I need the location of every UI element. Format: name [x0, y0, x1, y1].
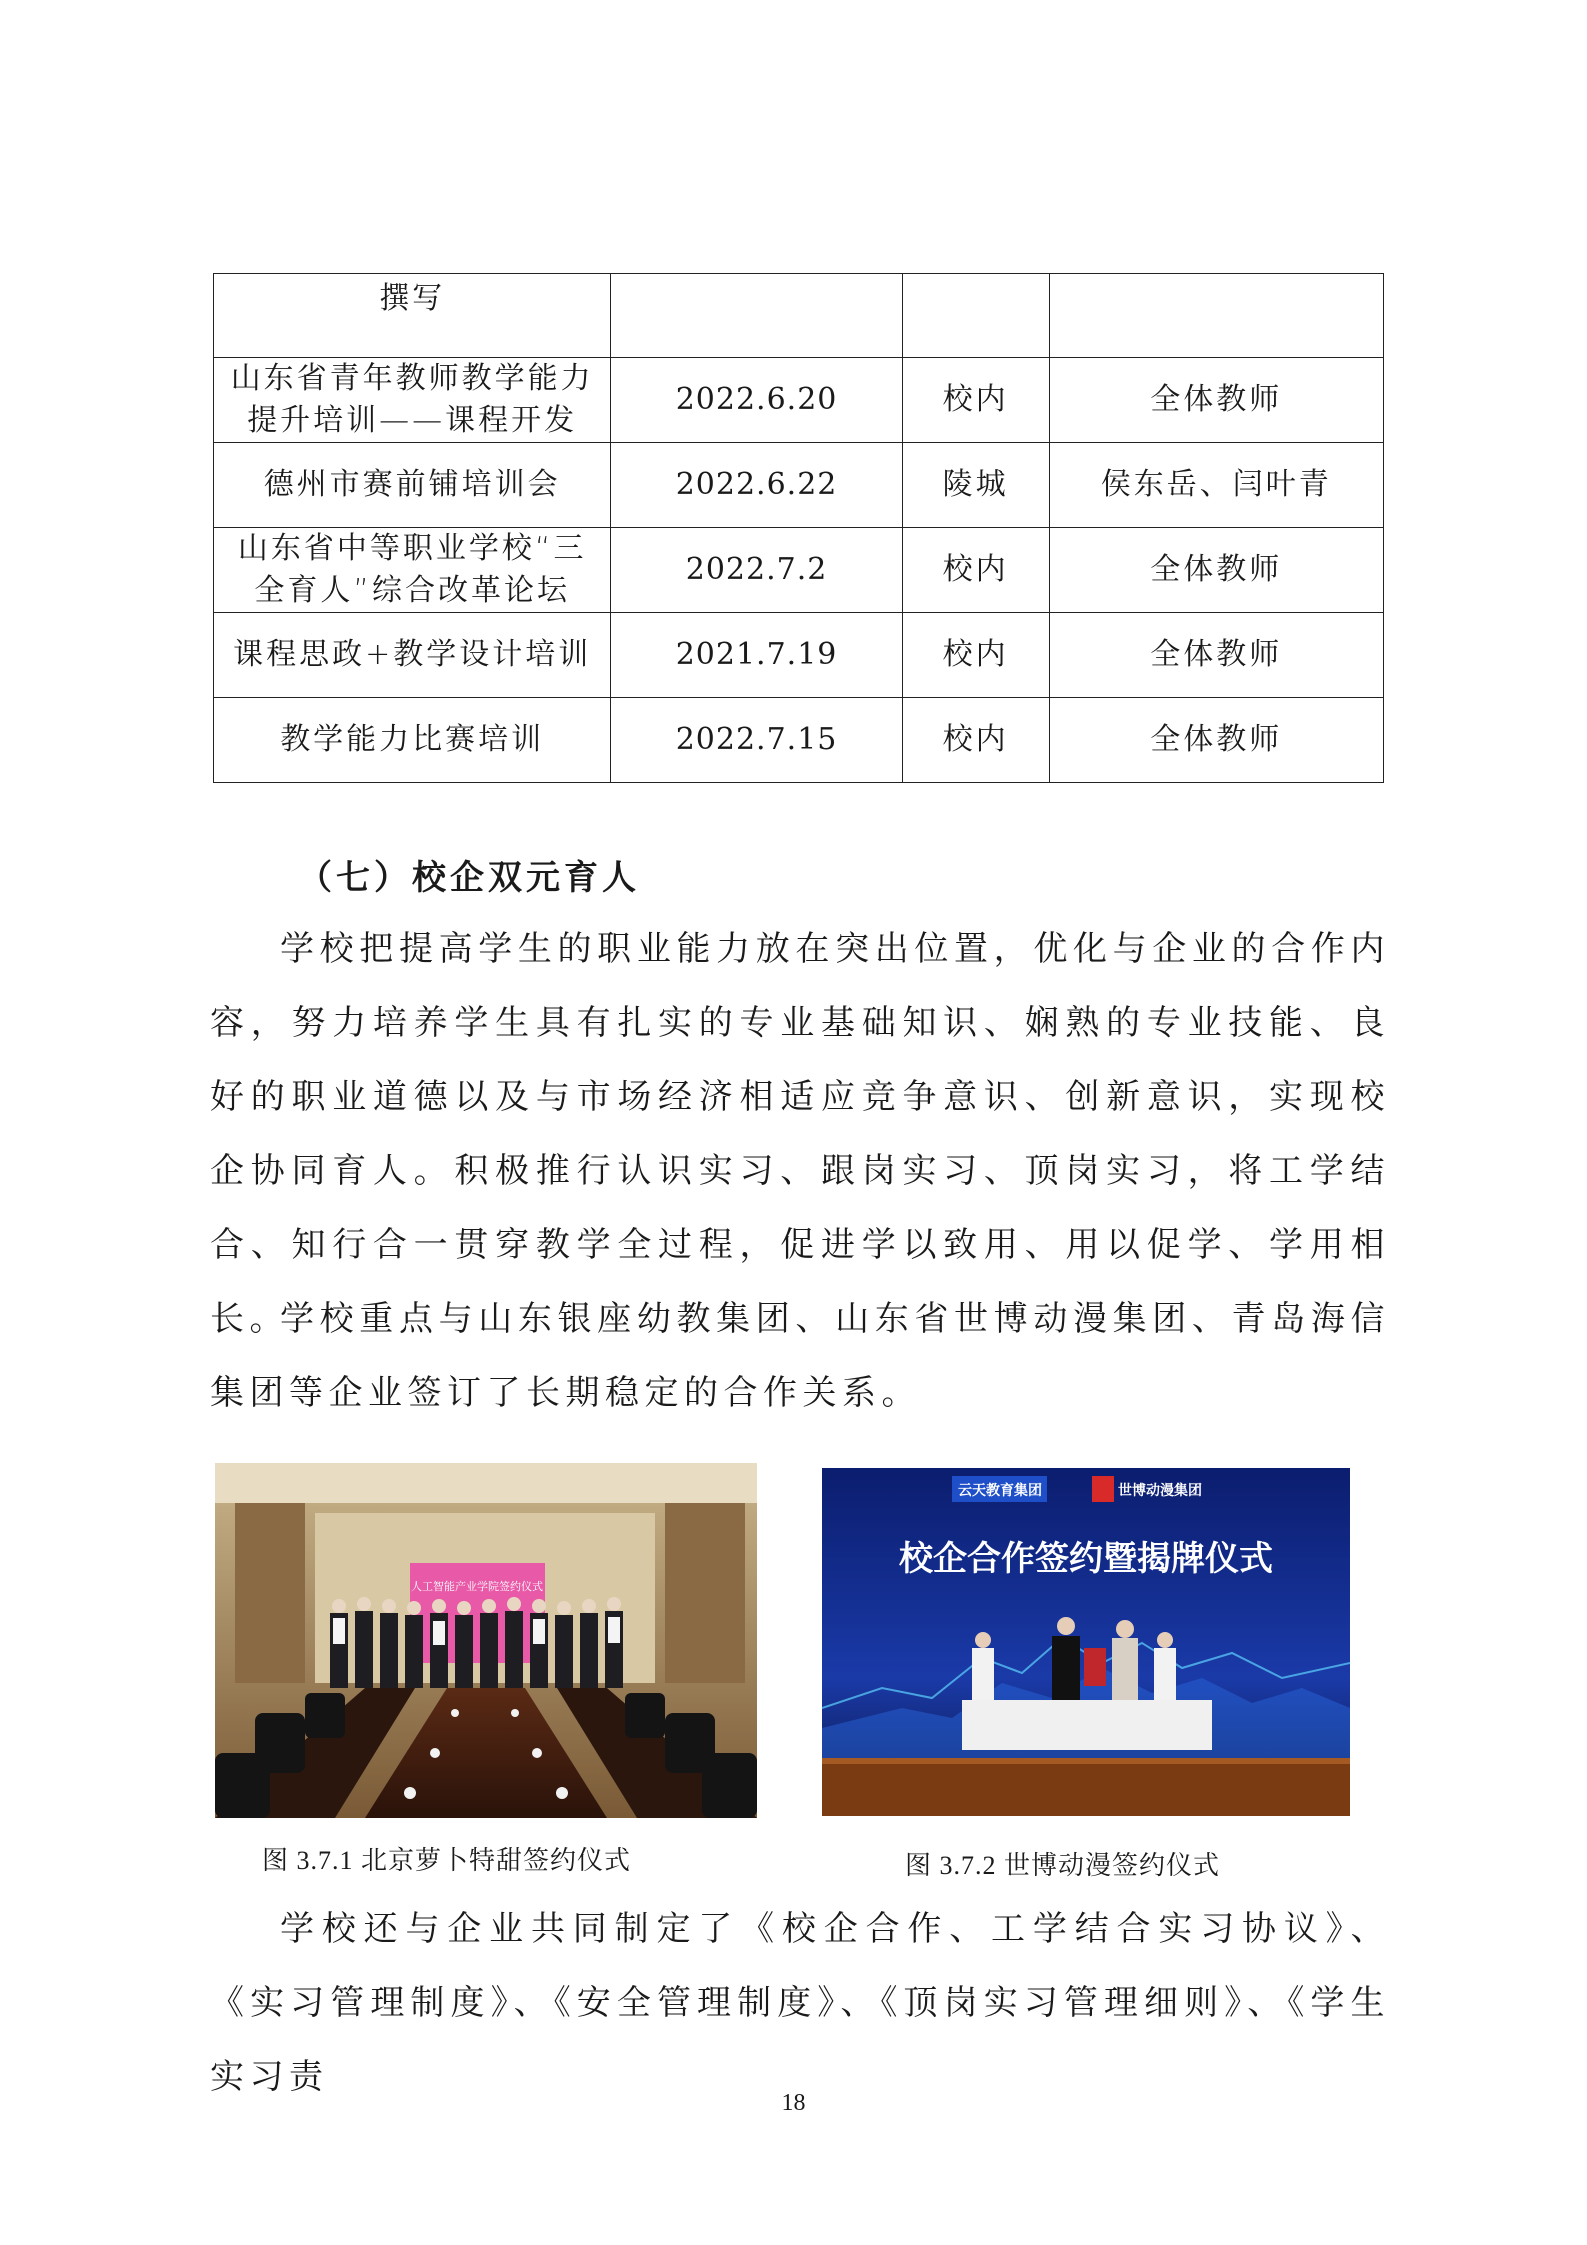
table-cell-date: 2022.7.15 [611, 698, 902, 783]
stage-banner-title: 校企合作签约暨揭牌仪式 [899, 1539, 1273, 1579]
table-cell-place: 校内 [902, 613, 1049, 698]
table-cell-place: 校内 [902, 528, 1049, 613]
table-cell-people: 全体教师 [1049, 698, 1383, 783]
table-cell-date: 2022.7.2 [611, 528, 902, 613]
table-row [214, 443, 1384, 528]
body-paragraph: 学校还与企业共同制定了《校企合作、工学结合实习协议》、《实习管理制度》、《安全管理制度》、《顶岗实习管理细则》、《学生实习责 [210, 1909, 1390, 2097]
table-cell-date [611, 274, 902, 358]
signing-desk [962, 1700, 1212, 1750]
logo-badge-2 [1092, 1476, 1114, 1502]
table-cell-people: 全体教师 [1049, 528, 1383, 613]
banner-text: 人工智能产业学院签约仪式 [411, 1580, 543, 1593]
stage-illustration [822, 1468, 1350, 1816]
table-cell-place [902, 274, 1049, 358]
table-cell-name: 德州市赛前铺培训会 [214, 443, 611, 528]
table-row [214, 613, 1384, 698]
table-cell-date: 2021.7.19 [611, 613, 902, 698]
table-cell-place: 校内 [902, 358, 1049, 443]
table-cell-people [1049, 274, 1383, 358]
table-row [214, 528, 1384, 613]
table-cell-people: 全体教师 [1049, 358, 1383, 443]
signing-ceremony-photo-2 [822, 1468, 1350, 1816]
training-table [213, 273, 1384, 783]
figure-caption-1: 图 3.7.1 北京萝卜特甜签约仪式 [262, 1846, 632, 1875]
table-cell-name: 教学能力比赛培训 [214, 698, 611, 783]
table-cell-name: 山东省青年教师教学能力提升培训——课程开发 [214, 358, 611, 443]
table-row [214, 698, 1384, 783]
table-cell-name: 课程思政+教学设计培训 [214, 613, 611, 698]
logo-text-1: 云天教育集团 [958, 1483, 1042, 1499]
table-cell-date: 2022.6.20 [611, 358, 902, 443]
ceremony-room-illustration [215, 1463, 757, 1818]
table-row [214, 274, 1384, 358]
body-paragraph: 学校把提高学生的职业能力放在突出位置，优化与企业的合作内容，努力培养学生具有扎实的专业基础知识、娴熟的专业技能、良好的职业道德以及与市场经济相适应竞争意识、创新意识，实现校企协同育人。积极推行认识实习、跟岗实习、顶岗实习，将工学结合、知行合一贯穿教学全过程，促进学以致用、用以促学、学用相长。 [210, 929, 1390, 1339]
table-cell-people: 全体教师 [1049, 613, 1383, 698]
page-number: 18 [781, 2090, 806, 2116]
table-cell-place: 陵城 [902, 443, 1049, 528]
table-cell-date: 2022.6.22 [611, 443, 902, 528]
table-cell-name: 山东省中等职业学校“三全育人”综合改革论坛 [214, 528, 611, 613]
table-cell-name: 撰写 [214, 274, 611, 358]
table-cell-place: 校内 [902, 698, 1049, 783]
logo-text-2: 世博动漫集团 [1118, 1483, 1202, 1499]
figure-caption-2: 图 3.7.2 世博动漫签约仪式 [905, 1851, 1221, 1880]
signing-ceremony-photo-1 [215, 1463, 757, 1818]
table-cell-people: 侯东岳、闫叶青 [1049, 443, 1383, 528]
section-heading: （七）校企双元育人 [298, 858, 640, 898]
body-paragraph: 学校重点与山东银座幼教集团、山东省世博动漫集团、青岛海信集团等企业签订了长期稳定的合作关系。 [210, 1299, 1390, 1413]
table-row [214, 358, 1384, 443]
